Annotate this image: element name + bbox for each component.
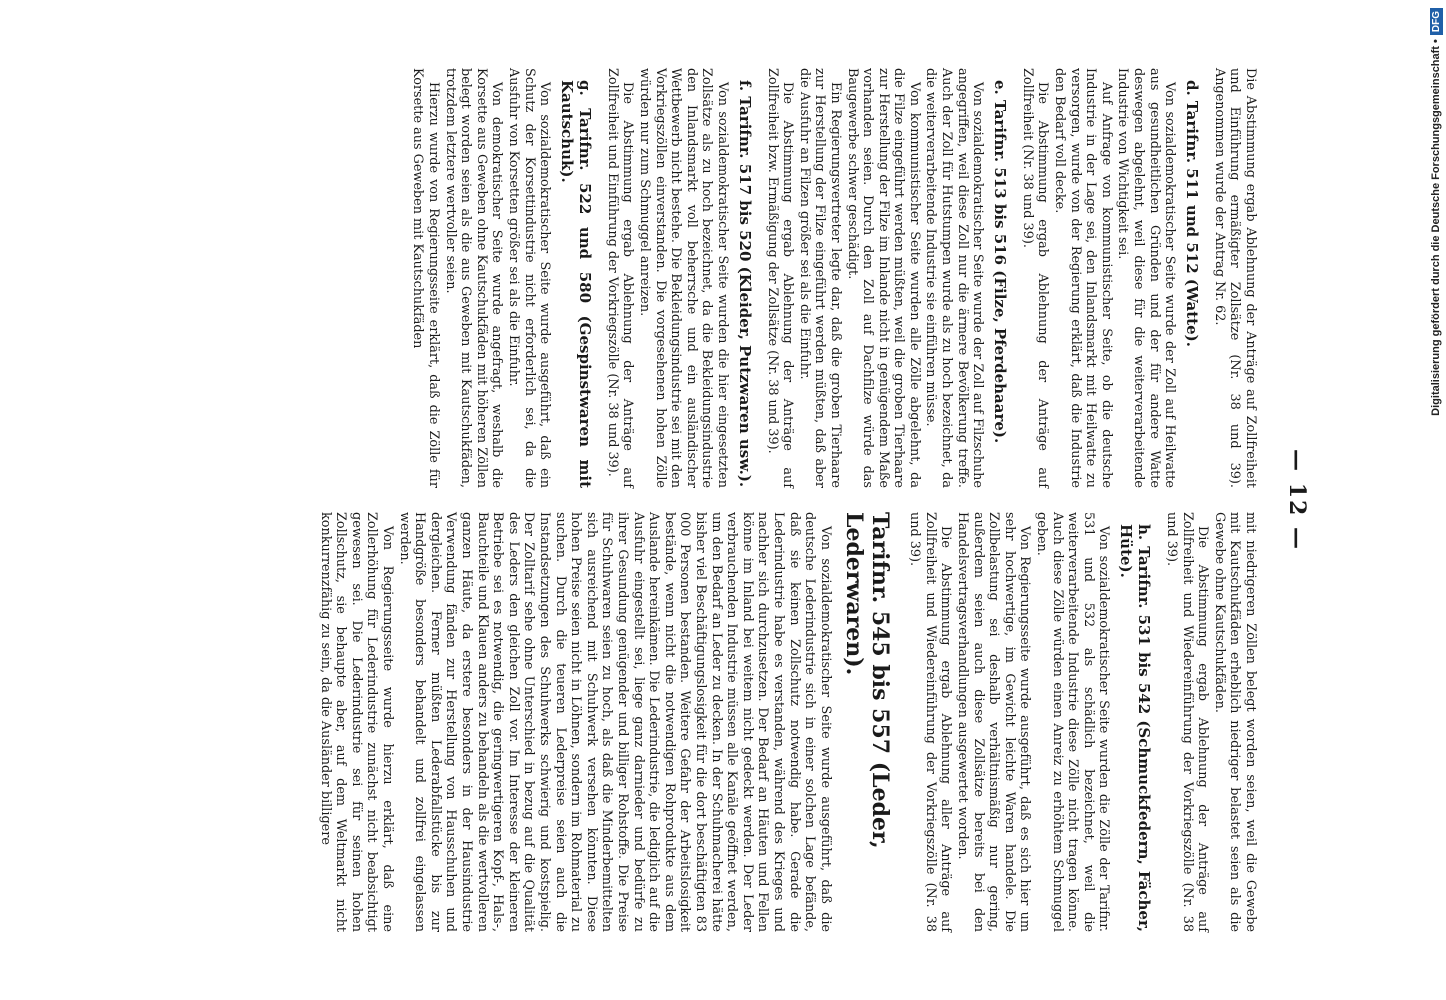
paragraph: Von sozialdemokratischer Seite wurde ausgeführt, daß die deutsche Lederindustrie sich in einer solchen Lage befände, daß sie keinen Zollschutz notwendig habe. Gerade die Lederindustrie habe es verstanden, während des Krieges und nachher sich durchzusetzen. Der Bedarf an Häuten und Fellen könne im Inland bei weitem nicht gedeckt werden. Der Leder verbrauchenden Industrie müssen alle Kanäle geöffnet werden, um den Bedarf an Leder zu decken. In der Schuhmacherei hätte bisher viel Beschäftigungslosigkeit für die dort beschäftigten 83 000 Personen bestanden. Weitere Gefahr der Arbeitslosigkeit bestände, wenn nicht die notwendigen Rohprodukte aus dem Auslande hereinkämen. Die Lederindustrie, die lediglich auf die Ausfuhr eingestellt sei, liege ganz darnieder und bedürfe zu ihrer Gesundung genügender und billiger Rohstoffe. Die Preise für Schuhwaren seien zu hoch, als daß die Minderbemittelten sich ausreichend mit Schuhwerk versehen könnten. Diese hohen Preise seien nicht in Löhnen, sondern im Rohmaterial zu suchen. Durch die teueren Lederpreise seien auch die Instandsetzungen des Schuhwerks schwierig und kostspielig. Der Zolltarif sehe ohne Unterschied in bezug auf die Qualität des Leders den gleichen Zoll vor. Im Interesse der kleineren Betriebe sei es notwendig, die geringwertigeren Kopf-, Hals-, Bauchteile und Klauen anders zu behandeln als die wertvolleren ganzen Häute, da erstere besonders in der Hausindustrie Verwendung fänden zur Herstellung von Hausschuhen und dergleichen. Ferner müßten Lederabfallstücke bis zur Handgröße besonders behandelt und zollfrei eingelassen werden. [396, 512, 833, 932]
funding-note [1426, 8, 1446, 988]
paragraph: Ein Regierungsvertreter legte dar, daß die groben Tierhaare zur Herstellung der Filze eingeführt werden müßten, daß aber die Ausfuhr an Filzen größer sei als die Einfuhr. [796, 68, 843, 488]
paragraph: Von sozialdemokratischer Seite wurde ausgeführt, daß ein Schutz der Korsettindustrie nicht erforderlich sei, da die Ausfuhr von Korsetten größer sei als die Einfuhr. [506, 68, 553, 488]
paragraph: Hierzu wurde von Regierungsseite erklärt, daß die Zölle für Korsette aus Geweben mit Kautschukfäden [410, 68, 442, 488]
paragraph: Von sozialdemokratischer Seite wurde der Zoll auf Filzschuhe angegriffen, weil diese Zoll nur die ärmere Bevölkerung treffe. Auch der Zoll für Hutstumpen wurde als zu hoch bezeichnet, da die weiterverarbeitende Industrie sie einführen müsse. [923, 68, 986, 488]
paragraph: Die Abstimmung ergab Ablehnung der Anträge auf Zollfreiheit bzw. Ermäßigung der Zollsätze (Nr. 38 und 39). [764, 68, 796, 488]
paragraph: Von sozialdemokratischer Seite wurden die Zölle der Tarifnr. 531 und 532 als schädlich bezeichnet, weil die weiterverarbeitende Industrie diese Zölle nicht tragen könne. Auch diese Zölle würden einen Anreiz zu erhöhtem Schmuggel geben. [1034, 512, 1112, 932]
section-heading: g. Tarifnr. 522 und 580 (Gespinstwaren mit Kautschuk). [558, 80, 595, 488]
funding-note-text: Digitalisierung gefördert durch die Deutsche Forschungsgemeinschaft • [1430, 39, 1442, 416]
paragraph: Die Abstimmung ergab Ablehnung aller Anträge auf Zollfreiheit und Wiedereinführung der Vorkriegszölle (Nr. 38 und 39). [907, 512, 954, 932]
funding-sidebar [1408, 8, 1442, 988]
paragraph: Von Regierungsseite wurde ausgeführt, daß es sich hier um sehr hochwertige, im Gewicht leichte Waren handele. Die Zollbelastung sei deshalb verhältnismäßig nur gering, außerdem seien auch diese Zollsätze bereits bei den Handelsvertragsverhandlungen ausgewertet worden. [955, 512, 1033, 932]
paragraph: mit niedrigeren Zöllen belegt worden seien, weil die Gewebe mit Kautschukfäden erheblich niedriger belastet seien als die Gewebe ohne Kautschukfäden. [1211, 512, 1258, 932]
paragraph: Von sozialdemokratischer Seite wurde der Zoll auf Heilwatte aus gesundheitlichen Gründen und der für andere Watte deswegen abgelehnt, weil diese für die weiterverarbeitende Industrie von Wichtigkeit sei. [1115, 68, 1178, 488]
paragraph: Die Abstimmung ergab Ablehnung der Anträge auf Zollfreiheit (Nr. 38 und 39). [1019, 68, 1051, 488]
section-heading: f. Tarifnr. 517 bis 520 (Kleider, Putzwaren usw.). [735, 80, 754, 488]
paragraph: Von kommunistischer Seite wurden alle Zölle abgelehnt, da die Filze eingeführt werden müßten, weil die groben Tierhaare zur Herstellung der Filze im Inlande nicht in genügendem Maße vorhanden seien. Durch den Zoll auf Dachfilze würde das Baugewerbe schwer geschädigt. [844, 68, 922, 488]
left-column [409, 68, 1258, 488]
right-column [316, 512, 1258, 932]
paragraph: Von Regierungsseite wurde hierzu erklärt, daß eine Zollerhöhung für Lederindustrie zunächst nicht beabsichtigt gewesen sei. Die Lederindustrie sei für seinen hohen Zollschutz, sie behaupte aber, auf dem Weltmarkt nicht konkurrenzfähig zu sein, da die Ausländer billigere [317, 512, 396, 932]
paragraph: Auf Anfrage von kommunistischer Seite, ob die deutsche Industrie in der Lage sei, den Inlandsmarkt mit Heilwatte zu versorgen, wurde von der Regierung erklärt, daß die Industrie den Bedarf voll decke. [1052, 68, 1114, 488]
paragraph: Die Abstimmung ergab Ablehnung der Anträge auf Zollfreiheit und Einführung ermäßigter Zollsätze (Nr. 38 und 39). Angenommen wurde der Antrag Nr. 62. [1211, 68, 1258, 488]
page-header: — 12 — [1284, 449, 1310, 551]
dfg-logo: DFG [1430, 8, 1443, 35]
document-page [130, 60, 1310, 940]
main-section-heading: Tarifnr. 545 bis 557 (Leder, Lederwaren). [840, 512, 893, 849]
paragraph: Die Abstimmung ergab Ablehnung der Anträge auf Zollfreiheit und Wiedereinführung der Vorkriegszölle (Nr. 38 und 39). [1164, 512, 1211, 932]
section-heading: h. Tarifnr. 531 bis 542 (Schmuckfedern, Fächer, Hüte). [1117, 524, 1154, 932]
paragraph: Von demokratischer Seite wurde angefragt, weshalb die Korsette aus Geweben ohne Kautschukfäden mit höheren Zöllen belegt worden seien als die aus Geweben mit Kautschukfäden, trotzdem letztere wertvoller seien. [442, 68, 505, 488]
section-heading: e. Tarifnr. 513 bis 516 (Filze, Pferdehaare). [991, 80, 1010, 444]
section-heading: d. Tarifnr. 511 und 512 (Watte). [1183, 80, 1202, 347]
paragraph: Die Abstimmung ergab Ablehnung der Anträge auf Zollfreiheit und Einführung der Vorkriegszölle (Nr. 38 und 39). [604, 68, 636, 488]
paragraph: Von sozialdemokratischer Seite wurden die hier eingesetzten Zollsätze als zu hoch bezeichnet, da die Bekleidungsindustrie den Inlandsmarkt voll beherrsche und ein ausländischer Wettbewerb nicht bestehe. Die Bekleidungsindustrie sei mit den Vorkriegszöllen einverstanden. Die vorgesehenen hohen Zölle würden nur zum Schmuggel anreizen. [637, 68, 730, 488]
